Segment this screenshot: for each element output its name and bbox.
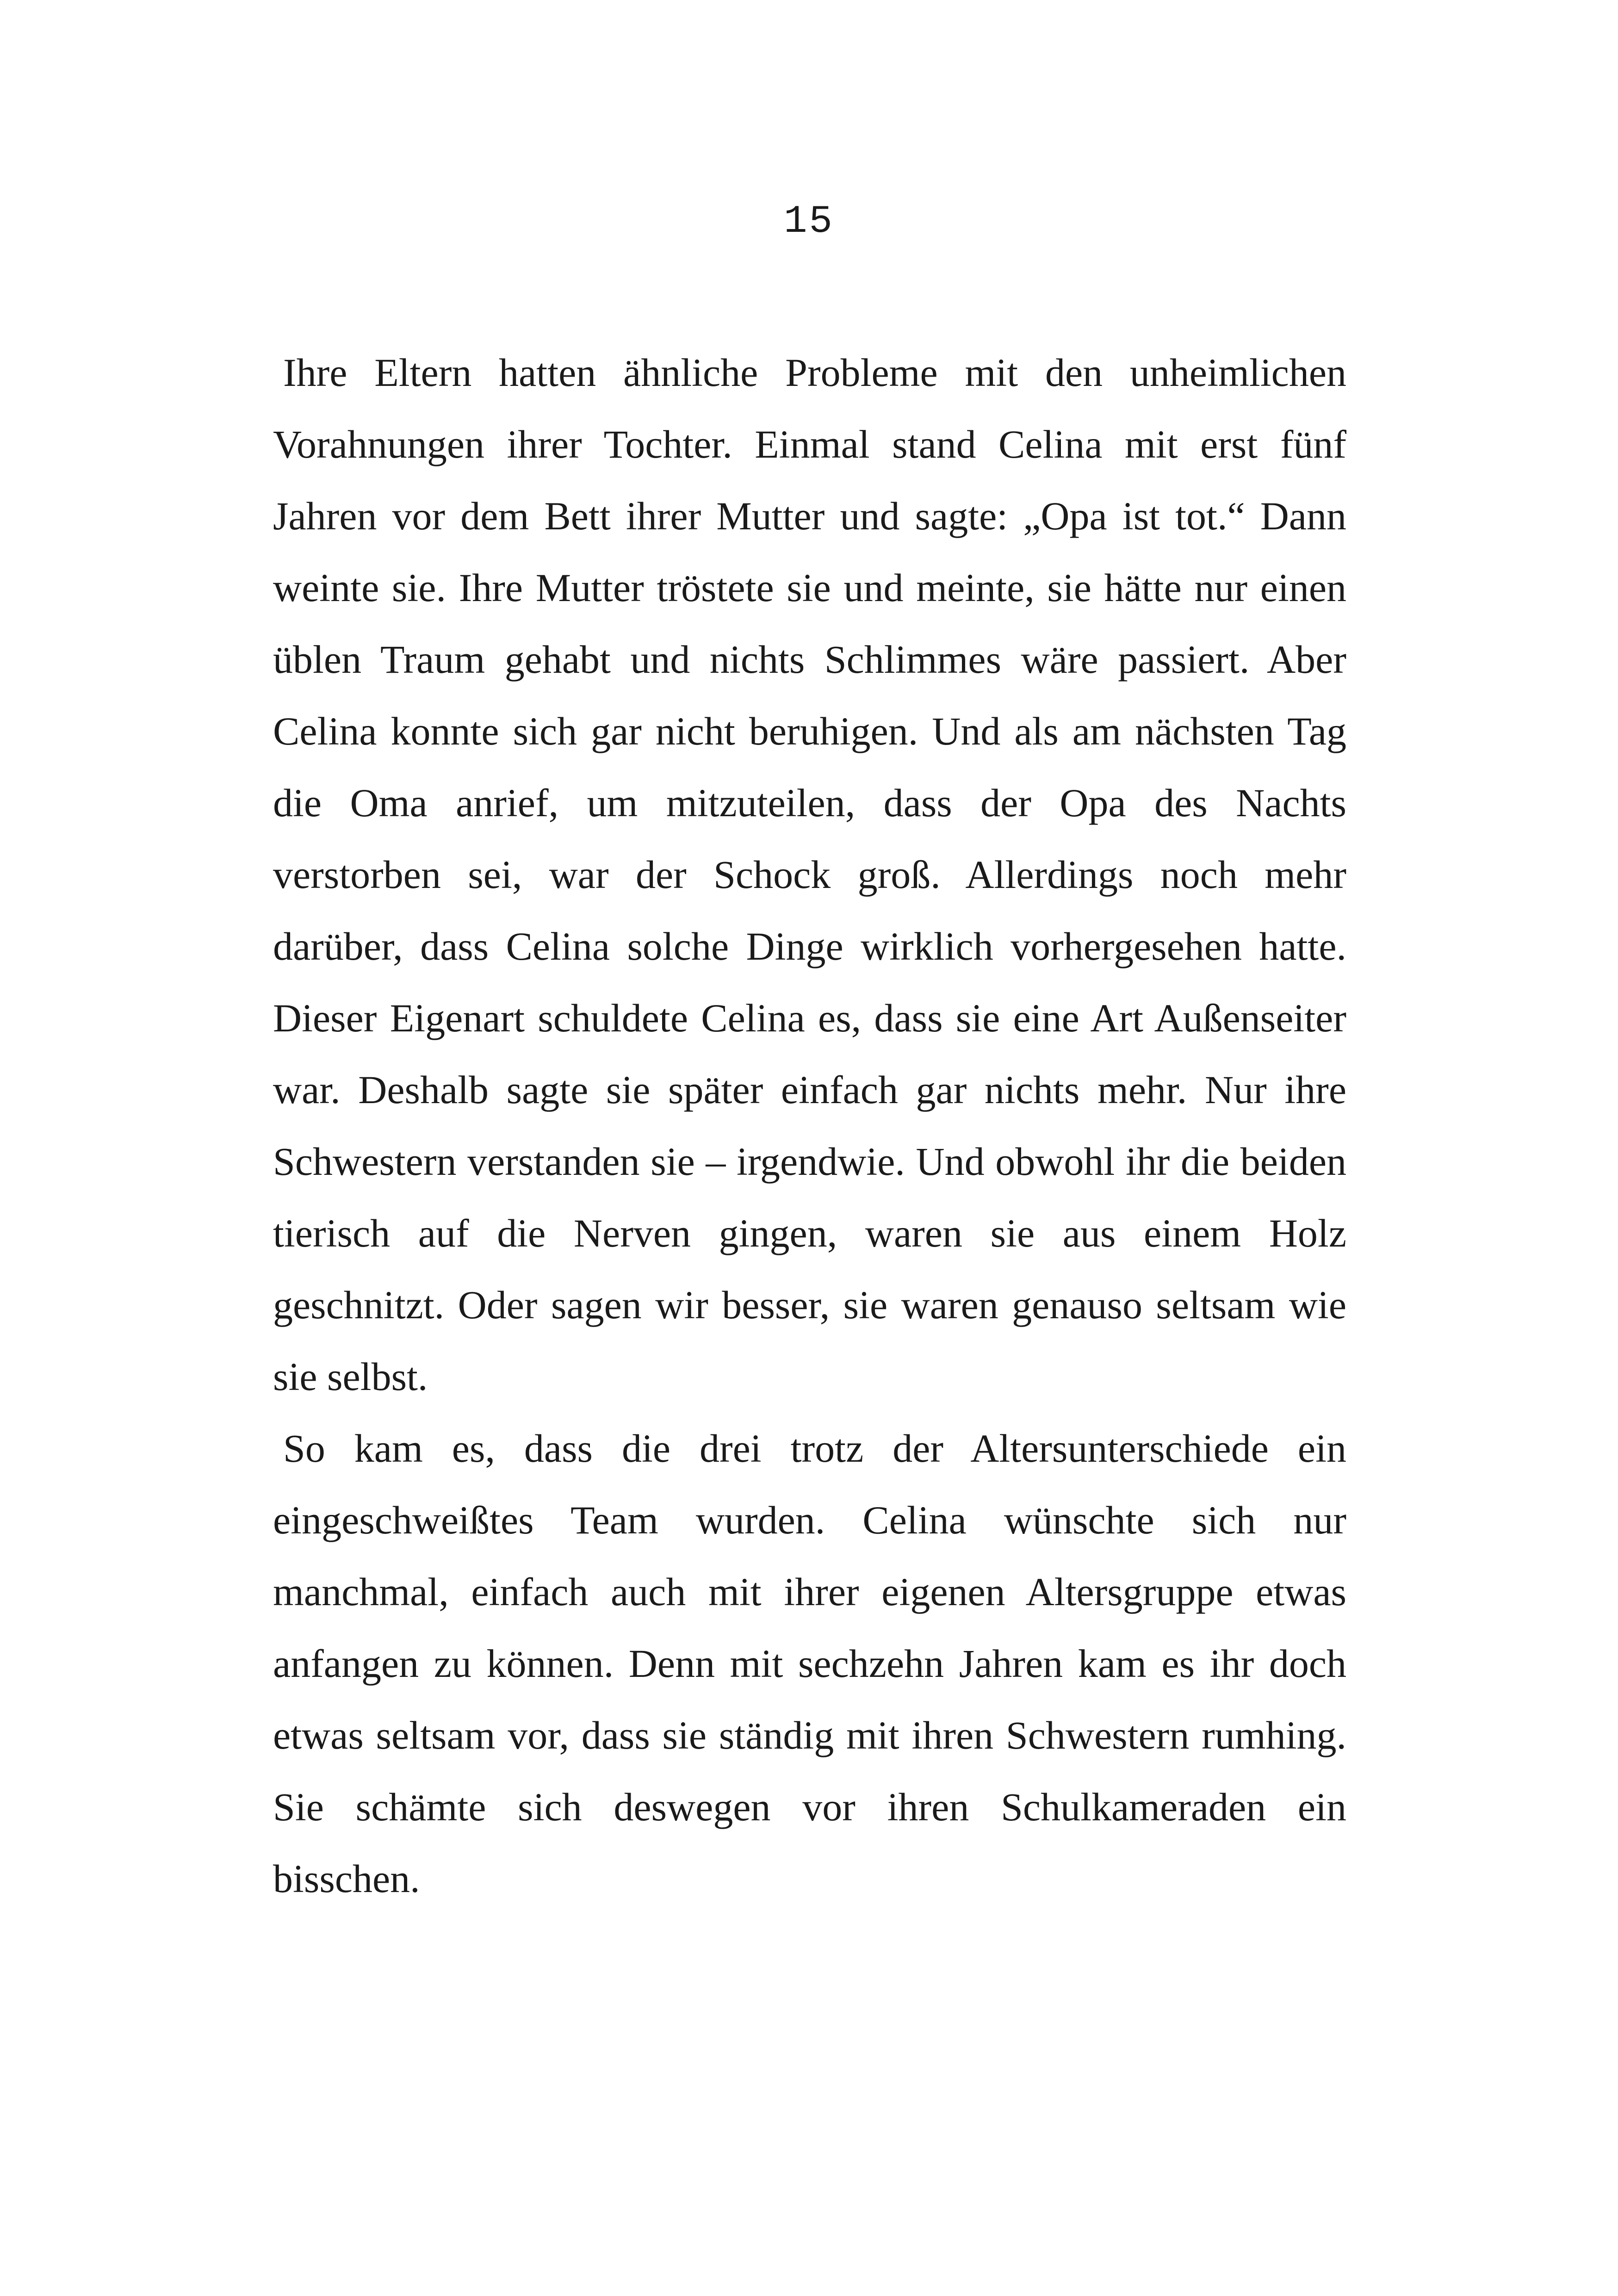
text-line: geschnitzt. Oder sagen wir besser, sie waren genauso seltsam wie	[273, 1283, 1346, 1327]
text-line: manchmal, einfach auch mit ihrer eigenen Altersgruppe etwas	[273, 1570, 1346, 1614]
paragraph-1	[273, 337, 1346, 1413]
text-line: Ihre Eltern hatten ähnliche Probleme mit den unheimlichen	[283, 350, 1346, 395]
text-line: war. Deshalb sagte sie später einfach gar nichts mehr. Nur ihre	[273, 1067, 1346, 1112]
text-line: anfangen zu können. Denn mit sechzehn Jahren kam es ihr doch	[273, 1641, 1346, 1686]
text-line: üblen Traum gehabt und nichts Schlimmes wäre passiert. Aber	[273, 637, 1346, 682]
text-line: bisschen.	[273, 1856, 420, 1901]
text-line: die Oma anrief, um mitzuteilen, dass der Opa des Nachts	[273, 781, 1346, 825]
paragraph-2	[273, 1413, 1346, 1915]
text-line: weinte sie. Ihre Mutter tröstete sie und meinte, sie hätte nur einen	[273, 565, 1346, 610]
text-line: Dieser Eigenart schuldete Celina es, dass sie eine Art Außenseiter	[273, 996, 1346, 1040]
text-line: tierisch auf die Nerven gingen, waren sie aus einem Holz	[273, 1211, 1346, 1255]
text-line: So kam es, dass die drei trotz der Altersunterschiede ein	[283, 1426, 1346, 1471]
text-line: verstorben sei, war der Schock groß. Allerdings noch mehr	[273, 852, 1346, 897]
text-line: Vorahnungen ihrer Tochter. Einmal stand Celina mit erst fünf	[273, 422, 1346, 466]
page-number: 15	[784, 200, 834, 244]
body-text	[273, 337, 1346, 1915]
text-line: Sie schämte sich deswegen vor ihren Schulkameraden ein	[273, 1785, 1346, 1829]
text-line: etwas seltsam vor, dass sie ständig mit ihren Schwestern rumhing.	[273, 1713, 1346, 1757]
text-line: eingeschweißtes Team wurden. Celina wünschte sich nur	[273, 1498, 1346, 1542]
text-line: darüber, dass Celina solche Dinge wirklich vorhergesehen hatte.	[273, 924, 1346, 968]
text-line: Celina konnte sich gar nicht beruhigen. Und als am nächsten Tag	[273, 709, 1346, 753]
text-line: Jahren vor dem Bett ihrer Mutter und sagte: „Opa ist tot.“ Dann	[273, 494, 1346, 538]
text-line: sie selbst.	[273, 1354, 428, 1399]
text-line: Schwestern verstanden sie – irgendwie. Und obwohl ihr die beiden	[273, 1139, 1346, 1184]
